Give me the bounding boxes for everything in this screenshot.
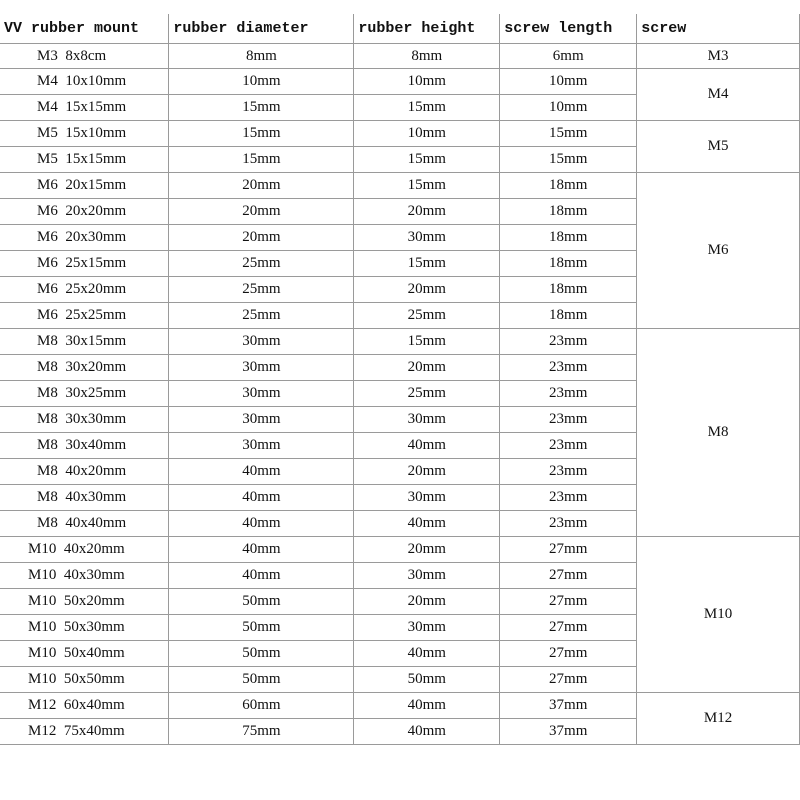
cell-mount[interactable] — [0, 485, 169, 511]
mount-label: M6 20x20mm — [37, 203, 127, 219]
cell-height[interactable]: 15mm — [354, 173, 500, 199]
cell-diameter[interactable]: 20mm — [169, 225, 354, 251]
mount-label: M6 20x15mm — [37, 177, 127, 193]
cell-diameter[interactable]: 8mm — [169, 44, 354, 69]
mount-label: M10 50x40mm — [28, 645, 125, 661]
mount-label: M12 60x40mm — [28, 697, 125, 713]
cell-screw-length[interactable]: 18mm — [500, 303, 637, 329]
cell-diameter[interactable]: 20mm — [169, 199, 354, 225]
cell-mount[interactable] — [0, 199, 169, 225]
mount-label: M10 40x30mm — [28, 567, 125, 583]
cell-mount[interactable] — [0, 121, 169, 147]
mount-label: M6 20x30mm — [37, 229, 127, 245]
cell-diameter[interactable]: 50mm — [169, 589, 354, 615]
mount-label: M6 25x25mm — [37, 307, 127, 323]
mount-label: M8 30x25mm — [37, 385, 127, 401]
cell-mount[interactable] — [0, 251, 169, 277]
header-mount[interactable]: VV rubber mount — [0, 14, 169, 44]
cell-screw-length[interactable]: 18mm — [500, 225, 637, 251]
cell-screw-length[interactable]: 27mm — [500, 641, 637, 667]
cell-screw-length[interactable]: 27mm — [500, 615, 637, 641]
cell-mount[interactable] — [0, 537, 169, 563]
cell-height[interactable]: 40mm — [354, 719, 500, 745]
mount-label: M8 30x30mm — [37, 411, 127, 427]
cell-screw-length[interactable]: 23mm — [500, 485, 637, 511]
cell-diameter[interactable]: 30mm — [169, 407, 354, 433]
cell-screw-length[interactable]: 23mm — [500, 459, 637, 485]
cell-diameter[interactable]: 40mm — [169, 563, 354, 589]
table-row — [0, 69, 800, 95]
cell-mount[interactable] — [0, 589, 169, 615]
cell-height[interactable]: 30mm — [354, 563, 500, 589]
header-row — [0, 14, 800, 44]
cell-mount[interactable] — [0, 303, 169, 329]
cell-height[interactable]: 20mm — [354, 355, 500, 381]
header-screw-length[interactable]: screw length — [500, 14, 637, 44]
cell-height[interactable]: 8mm — [354, 44, 500, 69]
cell-diameter[interactable]: 75mm — [169, 719, 354, 745]
cell-height[interactable]: 40mm — [354, 433, 500, 459]
mount-label: M10 50x30mm — [28, 619, 125, 635]
cell-screw-group[interactable]: M8 — [637, 329, 800, 537]
cell-mount[interactable] — [0, 69, 169, 95]
cell-diameter[interactable]: 15mm — [169, 95, 354, 121]
cell-screw-length[interactable]: 23mm — [500, 407, 637, 433]
cell-screw-length[interactable]: 23mm — [500, 355, 637, 381]
mount-label: M10 50x20mm — [28, 593, 125, 609]
table-row — [0, 173, 800, 199]
cell-diameter[interactable]: 25mm — [169, 303, 354, 329]
cell-screw-group[interactable]: M3 — [637, 44, 800, 69]
table-row — [0, 329, 800, 355]
cell-mount[interactable] — [0, 225, 169, 251]
cell-height[interactable]: 15mm — [354, 147, 500, 173]
cell-diameter[interactable]: 15mm — [169, 121, 354, 147]
header-screw[interactable]: screw — [637, 14, 800, 44]
cell-screw-length[interactable]: 27mm — [500, 667, 637, 693]
cell-diameter[interactable]: 40mm — [169, 485, 354, 511]
table-body — [0, 44, 800, 745]
mount-label: M6 25x20mm — [37, 281, 127, 297]
cell-screw-length[interactable]: 23mm — [500, 381, 637, 407]
cell-mount[interactable] — [0, 355, 169, 381]
mount-label: M8 30x20mm — [37, 359, 127, 375]
cell-height[interactable]: 15mm — [354, 329, 500, 355]
cell-mount[interactable] — [0, 693, 169, 719]
cell-diameter[interactable]: 30mm — [169, 433, 354, 459]
cell-height[interactable]: 25mm — [354, 303, 500, 329]
mount-label: M5 15x10mm — [37, 125, 127, 141]
cell-screw-length[interactable]: 37mm — [500, 693, 637, 719]
cell-height[interactable]: 10mm — [354, 69, 500, 95]
mount-label: M12 75x40mm — [28, 723, 125, 739]
cell-height[interactable]: 15mm — [354, 251, 500, 277]
cell-screw-group[interactable]: M10 — [637, 537, 800, 693]
cell-height[interactable]: 30mm — [354, 225, 500, 251]
cell-height[interactable]: 25mm — [354, 381, 500, 407]
rubber-mount-spec-table — [0, 14, 800, 745]
cell-height[interactable]: 20mm — [354, 459, 500, 485]
cell-screw-length[interactable]: 18mm — [500, 199, 637, 225]
cell-screw-length[interactable]: 23mm — [500, 433, 637, 459]
cell-height[interactable]: 20mm — [354, 199, 500, 225]
mount-label: M10 50x50mm — [28, 671, 125, 687]
mount-label: M3 8x8cm — [37, 48, 107, 64]
cell-screw-length[interactable]: 37mm — [500, 719, 637, 745]
cell-screw-group[interactable]: M6 — [637, 173, 800, 329]
cell-screw-group[interactable]: M5 — [637, 121, 800, 173]
cell-screw-length[interactable]: 10mm — [500, 95, 637, 121]
cell-height[interactable]: 20mm — [354, 589, 500, 615]
mount-label: M4 15x15mm — [37, 99, 127, 115]
cell-screw-length[interactable]: 18mm — [500, 173, 637, 199]
cell-screw-length[interactable]: 6mm — [500, 44, 637, 69]
cell-screw-length[interactable]: 15mm — [500, 147, 637, 173]
cell-screw-length[interactable]: 27mm — [500, 563, 637, 589]
cell-screw-length[interactable]: 10mm — [500, 69, 637, 95]
cell-screw-length[interactable]: 18mm — [500, 277, 637, 303]
mount-label: M8 40x40mm — [37, 515, 127, 531]
cell-diameter[interactable]: 40mm — [169, 511, 354, 537]
cell-screw-length[interactable]: 23mm — [500, 329, 637, 355]
cell-diameter[interactable]: 30mm — [169, 381, 354, 407]
cell-diameter[interactable]: 30mm — [169, 329, 354, 355]
cell-height[interactable]: 30mm — [354, 485, 500, 511]
cell-screw-length[interactable]: 27mm — [500, 537, 637, 563]
mount-label: M8 40x20mm — [37, 463, 127, 479]
cell-mount[interactable] — [0, 511, 169, 537]
mount-label: M4 10x10mm — [37, 73, 127, 89]
cell-height[interactable]: 50mm — [354, 667, 500, 693]
table-row — [0, 537, 800, 563]
cell-diameter[interactable]: 40mm — [169, 537, 354, 563]
cell-height[interactable]: 40mm — [354, 693, 500, 719]
cell-screw-length[interactable]: 27mm — [500, 589, 637, 615]
cell-height[interactable]: 40mm — [354, 511, 500, 537]
cell-mount[interactable] — [0, 719, 169, 745]
cell-mount[interactable] — [0, 173, 169, 199]
cell-screw-length[interactable]: 18mm — [500, 251, 637, 277]
cell-height[interactable]: 10mm — [354, 121, 500, 147]
cell-mount[interactable] — [0, 459, 169, 485]
cell-mount[interactable] — [0, 147, 169, 173]
cell-mount[interactable] — [0, 667, 169, 693]
cell-height[interactable]: 30mm — [354, 615, 500, 641]
header-height[interactable]: rubber height — [354, 14, 500, 44]
mount-label: M5 15x15mm — [37, 151, 127, 167]
cell-diameter[interactable]: 60mm — [169, 693, 354, 719]
cell-mount[interactable] — [0, 95, 169, 121]
cell-diameter[interactable]: 15mm — [169, 147, 354, 173]
cell-height[interactable]: 40mm — [354, 641, 500, 667]
cell-diameter[interactable]: 25mm — [169, 277, 354, 303]
table-row — [0, 44, 800, 69]
header-diameter[interactable]: rubber diameter — [169, 14, 354, 44]
cell-mount[interactable] — [0, 563, 169, 589]
cell-mount[interactable] — [0, 277, 169, 303]
cell-height[interactable]: 30mm — [354, 407, 500, 433]
cell-mount[interactable] — [0, 381, 169, 407]
cell-diameter[interactable]: 30mm — [169, 355, 354, 381]
cell-diameter[interactable]: 50mm — [169, 667, 354, 693]
cell-mount[interactable] — [0, 641, 169, 667]
table-row — [0, 121, 800, 147]
cell-screw-group[interactable]: M12 — [637, 693, 800, 745]
cell-diameter[interactable]: 10mm — [169, 69, 354, 95]
cell-mount[interactable] — [0, 44, 169, 69]
cell-mount[interactable] — [0, 407, 169, 433]
cell-height[interactable]: 20mm — [354, 537, 500, 563]
cell-mount[interactable] — [0, 615, 169, 641]
cell-height[interactable]: 15mm — [354, 95, 500, 121]
cell-screw-length[interactable]: 15mm — [500, 121, 637, 147]
cell-diameter[interactable]: 25mm — [169, 251, 354, 277]
table-row — [0, 693, 800, 719]
mount-label: M8 40x30mm — [37, 489, 127, 505]
cell-diameter[interactable]: 50mm — [169, 615, 354, 641]
cell-mount[interactable] — [0, 329, 169, 355]
cell-height[interactable]: 20mm — [354, 277, 500, 303]
mount-label: M8 30x40mm — [37, 437, 127, 453]
mount-label: M6 25x15mm — [37, 255, 127, 271]
cell-diameter[interactable]: 20mm — [169, 173, 354, 199]
mount-label: M10 40x20mm — [28, 541, 125, 557]
cell-diameter[interactable]: 40mm — [169, 459, 354, 485]
cell-screw-group[interactable]: M4 — [637, 69, 800, 121]
cell-mount[interactable] — [0, 433, 169, 459]
cell-diameter[interactable]: 50mm — [169, 641, 354, 667]
cell-screw-length[interactable]: 23mm — [500, 511, 637, 537]
mount-label: M8 30x15mm — [37, 333, 127, 349]
